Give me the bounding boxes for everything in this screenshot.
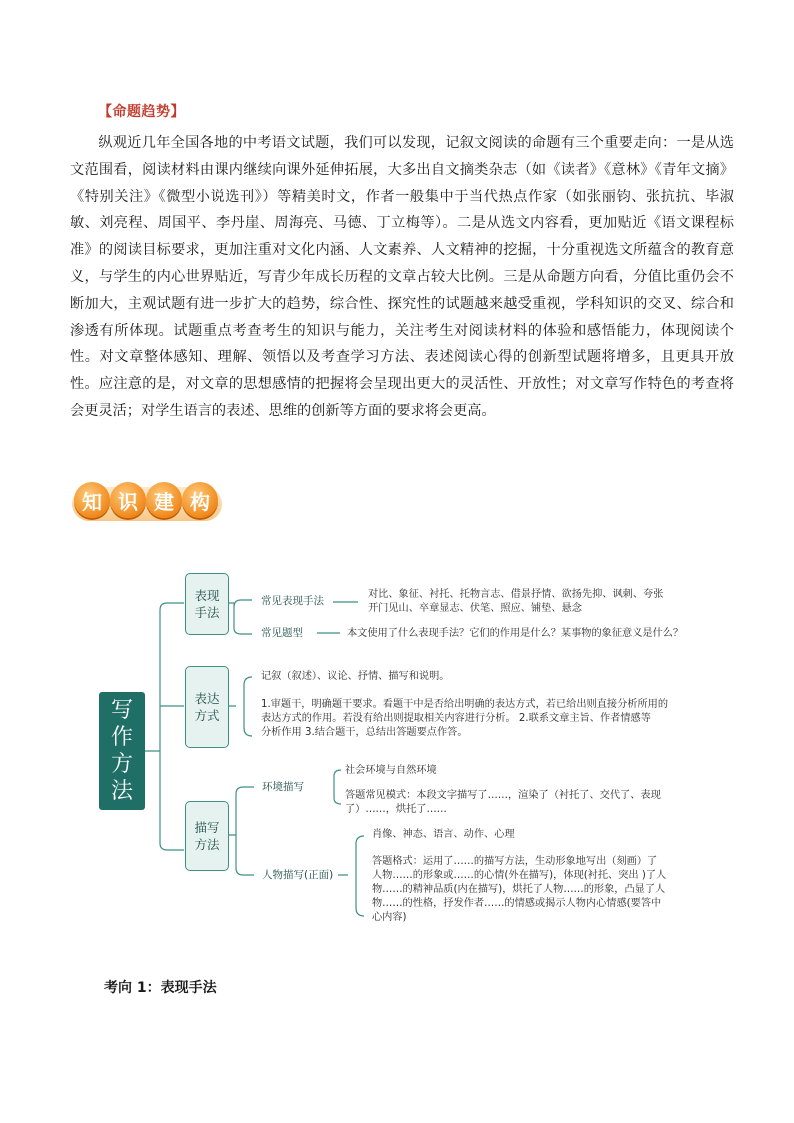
- banner-char-4: 构: [182, 482, 218, 518]
- branch2-bracket: [226, 677, 252, 736]
- branch1-connector: [226, 600, 252, 634]
- root-char: 作: [110, 725, 133, 750]
- node-answer-steps-3: 分析作用 3.结合题干，总结出答题要点作答。: [261, 727, 468, 738]
- char-bracket: [338, 836, 364, 916]
- node-common-questions: 常见题型: [261, 627, 303, 639]
- branch-label: 表现: [194, 588, 220, 603]
- node-char-answer-2: 人物……的形象或……的心情(外在描写)，体现(衬托、突出 )了人: [372, 870, 667, 881]
- root-char: 法: [110, 779, 133, 804]
- node-techniques-list-1: 对比、象征、衬托、托物言志、借景抒情、欲扬先抑、讽刺、夸张: [368, 589, 664, 600]
- node-answer-steps-2: 表达方式的作用。若没有给出则提取相关内容进行分析。 2.联系文章主旨、作者情感等: [261, 713, 651, 724]
- node-char-answer-1: 答题格式：运用了……的描写方法，生动形象地写出（刻画）了: [372, 856, 658, 867]
- node-character-description: 人物描写(正面): [262, 869, 334, 881]
- banner-char-2: 识: [110, 482, 146, 518]
- node-expression-modes: 记叙（叙述）、议论、抒情、描写和说明。: [261, 671, 450, 682]
- root-connector: [145, 603, 184, 850]
- branch-description-method: [185, 801, 229, 871]
- banner-char-1: 知: [74, 482, 110, 518]
- node-questions-text: 本文使用了什么表现手法？它们的作用是什么？某事物的象征意义是什么？: [347, 628, 684, 639]
- node-env-answer-1: 答题常见模式：本段文字描写了……，渲染了（衬托了、交代了、表现: [345, 790, 661, 801]
- branch-label: 方法: [194, 837, 220, 852]
- trend-heading: 【命题趋势】: [98, 104, 185, 120]
- node-env-types: 社会环境与自然环境: [345, 765, 437, 776]
- branch-label: 手法: [194, 605, 220, 620]
- root-char: 方: [110, 752, 133, 777]
- branch-label: 方式: [194, 708, 220, 723]
- node-char-answer-4: 物……的性格，抒发作者……的情感或揭示人物内心情感(要答中: [372, 898, 662, 909]
- node-char-answer-5: 心内容): [372, 912, 407, 923]
- node-common-techniques: 常见表现手法: [261, 595, 324, 607]
- env-bracket: [333, 770, 341, 804]
- node-answer-steps-1: 1.审题干，明确题干要求。看题干中是否给出明确的表达方式，若已给出则直接分析所用的: [261, 699, 669, 710]
- banner-char-3: 建: [146, 482, 182, 518]
- knowledge-banner: [72, 482, 232, 528]
- node-char-aspects: 肖像、神态、语言、动作、心理: [372, 829, 515, 840]
- node-env-answer-2: 了）……，烘托了……: [345, 804, 447, 815]
- branch-label: 表达: [194, 691, 220, 706]
- trend-paragraph: 纵观近几年全国各地的中考语文试题，我们可以发现，记叙文阅读的命题有三个重要走向：一是从选文范围看，阅读材料由课内继续向课外延伸拓展，大多出自文摘类杂志（如《读者》《意林》《青年文摘》《特别关注》《微型小说选刊》）等精美时文，作者一般集中于当代热点作家（如张丽钧、张抗抗、毕淑敏、刘亮程、周国平、李丹崖、周海亮、马德、丁立梅等）。二是从选文内容看，更加贴近《语文课程标准》的阅读目标要求，更加注重对文化内涵、人文素养、人文精神的挖掘，十分重视选文所蕴含的教育意义，与学生的内心世界贴近，写青少年成长历程的文章占较大比例。三是从命题方向看，分值比重仍会不断加大，主观试题有进一步扩大的趋势，综合性、探究性的试题越来越受重视，学科知识的交叉、综合和渗透有所体现。试题重点考查考生的知识与能力，关注考生对阅读材料的体验和感悟能力，体现阅读个性。对文章整体感知、理解、领悟以及考查学习方法、表述阅读心得的创新型试题将增多，且更具开放性。应注意的是，对文章的思想感情的把握将会呈现出更大的灵活性、开放性；对文章写作特色的考查将会更灵活；对学生语言的表述、思维的创新等方面的要求将会更高。: [70, 135, 734, 419]
- root-char: 写: [110, 698, 133, 723]
- mindmap-root: [99, 692, 145, 810]
- node-char-answer-3: 物……的精神品质(内在描写)，烘托了人物……的形象，凸显了人: [372, 884, 666, 895]
- branch-expression-mode: [185, 666, 229, 748]
- section-heading: 考向 1：表现手法: [104, 980, 217, 996]
- node-techniques-list-2: 开门见山、卒章显志、伏笔、照应、铺垫、悬念: [368, 603, 582, 614]
- branch-label: 描写: [194, 820, 220, 835]
- branch-expression-technique: [185, 573, 229, 635]
- branch3-connector: [226, 787, 254, 875]
- node-environment-description: 环境描写: [262, 781, 304, 793]
